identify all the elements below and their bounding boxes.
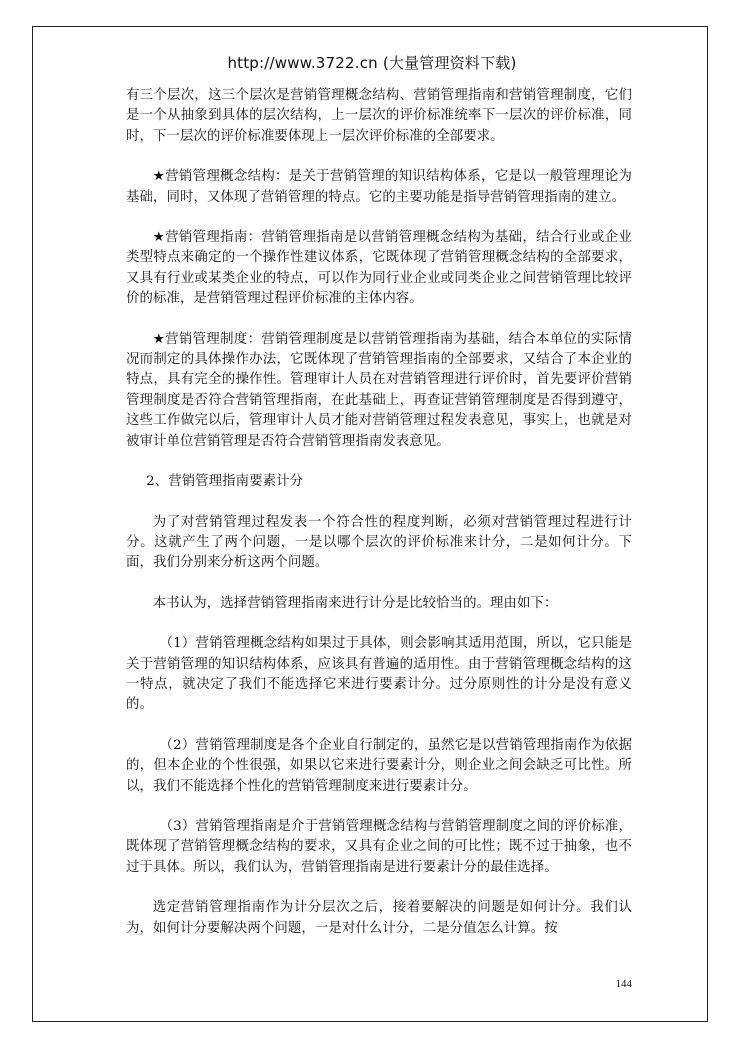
paragraph-reason-3: （3）营销管理指南是介于营销管理概念结构与营销管理制度之间的评价标准，既体现了营销管理概念结构的要求，又具有企业之间的可比性；既不过于抽象，也不过于具体。所以，我们认为，营销管理指南是进行要素计分的最佳选择。 (126, 818, 632, 875)
paragraph-reason-1: （1）营销管理概念结构如果过于具体，则会影响其适用范围，所以，它只能是关于营销管理的知识结构体系，应该具有普遍的适用性。由于营销管理概念结构的这一特点，就决定了我们不能选择它来进行要素计分。过分原则性的计分是没有意义的。 (126, 636, 632, 713)
document-body (126, 86, 632, 959)
paragraph-reasons-intro: 本书认为，选择营销管理指南来进行计分是比较恰当的。理由如下： (152, 595, 558, 611)
paragraph-levels-intro: 有三个层次，这三个层次是营销管理概念结构、营销管理指南和营销管理制度，它们是一个从抽象到具体的层次结构，上一层次的评价标准统率下一层次的评价标准，同时，下一层次的评价标准要体现上一层次评价标准的全部要求。 (126, 88, 632, 144)
paragraph-scoring-intro: 为了对营销管理过程发表一个符合性的程度判断，必须对营销管理过程进行计分。这就产生了两个问题，一是以哪个层次的评价标准来计分，二是如何计分。下面，我们分别来分析这两个问题。 (126, 514, 632, 571)
section-heading: 2、营销管理指南要素计分 (146, 474, 304, 490)
page-number: 144 (615, 978, 632, 990)
paragraph-concept-structure (126, 167, 632, 208)
paragraph-next-steps: 选定营销管理指南作为计分层次之后，接着要解决的问题是如何计分。我们认为，如何计分要解决两个问题，一是对什么计分，二是分值怎么计算。按 (126, 900, 632, 936)
star-bullet-icon: ★ (152, 331, 166, 347)
star-bullet-icon: ★ (152, 230, 166, 246)
star-bullet-icon: ★ (152, 169, 166, 185)
paragraph-text: 营销管理制度：营销管理制度是以营销管理指南为基础，结合本单位的实际情况而制定的具体操作办法，它既体现了营销管理指南的全部要求，又结合了本企业的特点，具有完全的操作性。管理审计人员在对营销管理进行评价时，首先要评价营销管理制度是否符合营销管理指南，在此基础上，再查证营销管理制度是否得到遵守，这些工作做完以后，管理审计人员才能对营销管理过程发表意见，事实上，也就是对被审计单位营销管理是否符合营销管理指南发表意见。 (126, 331, 632, 449)
paragraph-system (126, 330, 632, 452)
paragraph-text: 营销管理概念结构：是关于营销管理的知识结构体系，它是以一般管理理论为基础，同时，又体现了营销管理的特点。它的主要功能是指导营销管理指南的建立。 (126, 169, 632, 205)
paragraph-guidelines (126, 228, 632, 310)
paragraph-text: 营销管理指南：营销管理指南是以营销管理概念结构为基础，结合行业或企业类型特点来确定的一个操作性建议体系，它既体现了营销管理概念结构的全部要求，又具有行业或某类企业的特点，可以作为同行业企业或同类企业之间营销管理比较评价的标准，是营销管理过程评价标准的主体内容。 (126, 230, 632, 307)
paragraph-reason-2: （2）营销管理制度是各个企业自行制定的，虽然它是以营销管理指南作为依据的，但本企业的个性很强，如果以它来进行要素计分，则企业之间会缺乏可比性。所以，我们不能选择个性化的营销管理制度来进行要素计分。 (126, 737, 632, 794)
header-url: http://www.3722.cn (大量管理资料下载) (227, 54, 517, 72)
